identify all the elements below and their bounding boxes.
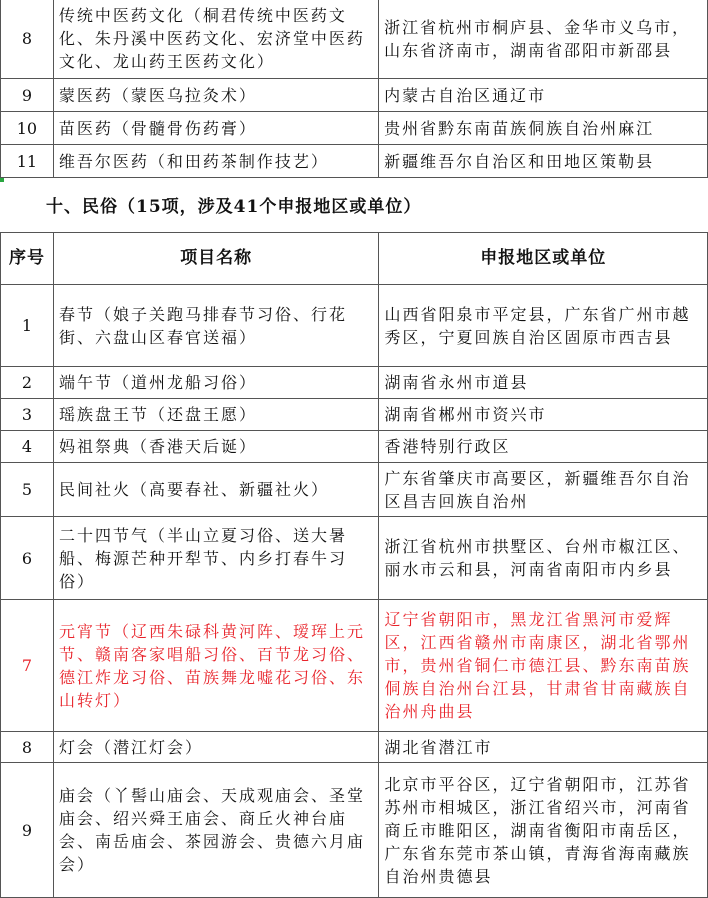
table-row	[1, 517, 708, 600]
region: 新疆维吾尔自治区和田地区策勒县	[379, 145, 708, 178]
project-name: 民间社火（高要春社、新疆社火）	[53, 463, 379, 517]
table-row	[1, 79, 708, 112]
table-row	[1, 732, 708, 763]
table-row	[1, 399, 708, 431]
table-row	[1, 112, 708, 145]
project-name: 蒙医药（蒙医乌拉灸术）	[53, 79, 378, 112]
row-number: 10	[1, 112, 54, 145]
project-name: 庙会（丫髻山庙会、天成观庙会、圣堂庙会、绍兴舜王庙会、商丘火神台庙会、南岳庙会、茶园游会、贵德六月庙会）	[53, 763, 379, 898]
row-number: 8	[1, 0, 54, 79]
project-name: 妈祖祭典（香港天后诞）	[53, 431, 379, 463]
table-header-row	[1, 233, 708, 285]
project-name: 春节（娘子关跑马排春节习俗、行花街、六盘山区春官送福）	[53, 285, 379, 367]
project-name: 二十四节气（半山立夏习俗、送大暑船、梅源芒种开犁节、内乡打春牛习俗）	[53, 517, 379, 600]
row-number: 11	[1, 145, 54, 178]
header-name: 项目名称	[53, 233, 379, 285]
table-folk-customs	[0, 232, 708, 898]
row-number: 8	[1, 732, 54, 763]
region: 湖北省潜江市	[379, 732, 708, 763]
project-name: 苗医药（骨髓骨伤药膏）	[53, 112, 378, 145]
row-number: 9	[1, 79, 54, 112]
row-number: 3	[1, 399, 54, 431]
row-number: 7	[1, 600, 54, 732]
table-row	[1, 285, 708, 367]
table-row	[1, 367, 708, 399]
row-number: 2	[1, 367, 54, 399]
table-row	[1, 763, 708, 898]
project-name: 元宵节（辽西朱碌科黄河阵、瑷珲上元节、赣南客家唱船习俗、百节龙习俗、德江炸龙习俗、苗族舞龙嘘花习俗、东山转灯）	[53, 600, 379, 732]
table-row	[1, 0, 708, 79]
row-number: 1	[1, 285, 54, 367]
table-row	[1, 145, 708, 178]
row-number: 6	[1, 517, 54, 600]
region: 浙江省杭州市拱墅区、台州市椒江区、丽水市云和县，河南省南阳市内乡县	[379, 517, 708, 600]
region: 广东省肇庆市高要区，新疆维吾尔自治区昌吉回族自治州	[379, 463, 708, 517]
region: 湖南省永州市道县	[379, 367, 708, 399]
table-row	[1, 463, 708, 517]
table-row	[1, 431, 708, 463]
region: 内蒙古自治区通辽市	[379, 79, 708, 112]
header-no: 序号	[1, 233, 54, 285]
table-row-highlighted	[1, 600, 708, 732]
project-name: 端午节（道州龙船习俗）	[53, 367, 379, 399]
row-number: 4	[1, 431, 54, 463]
table-medicine	[0, 0, 708, 178]
region: 贵州省黔东南苗族侗族自治州麻江	[379, 112, 708, 145]
region: 浙江省杭州市桐庐县、金华市义乌市，山东省济南市，湖南省邵阳市新邵县	[379, 0, 708, 79]
row-number: 5	[1, 463, 54, 517]
region: 香港特别行政区	[379, 431, 708, 463]
region: 山西省阳泉市平定县，广东省广州市越秀区，宁夏回族自治区固原市西吉县	[379, 285, 708, 367]
project-name: 传统中医药文化（桐君传统中医药文化、朱丹溪中医药文化、宏济堂中医药文化、龙山药王医药文化）	[53, 0, 378, 79]
project-name: 灯会（潜江灯会）	[53, 732, 379, 763]
header-region: 申报地区或单位	[379, 233, 708, 285]
project-name: 维吾尔医药（和田药茶制作技艺）	[53, 145, 378, 178]
region: 北京市平谷区，辽宁省朝阳市，江苏省苏州市相城区，浙江省绍兴市，河南省商丘市睢阳区，湖南省衡阳市南岳区，广东省东莞市茶山镇，青海省海南藏族自治州贵德县	[379, 763, 708, 898]
project-name: 瑶族盘王节（还盘王愿）	[53, 399, 379, 431]
region: 湖南省郴州市资兴市	[379, 399, 708, 431]
row-number: 9	[1, 763, 54, 898]
section-heading: 十、民俗（15项，涉及41个申报地区或单位）	[46, 197, 422, 217]
region: 辽宁省朝阳市，黑龙江省黑河市爱辉区，江西省赣州市南康区，湖北省鄂州市，贵州省铜仁市德江县、黔东南苗族侗族自治州台江县，甘肃省甘南藏族自治州舟曲县	[379, 600, 708, 732]
